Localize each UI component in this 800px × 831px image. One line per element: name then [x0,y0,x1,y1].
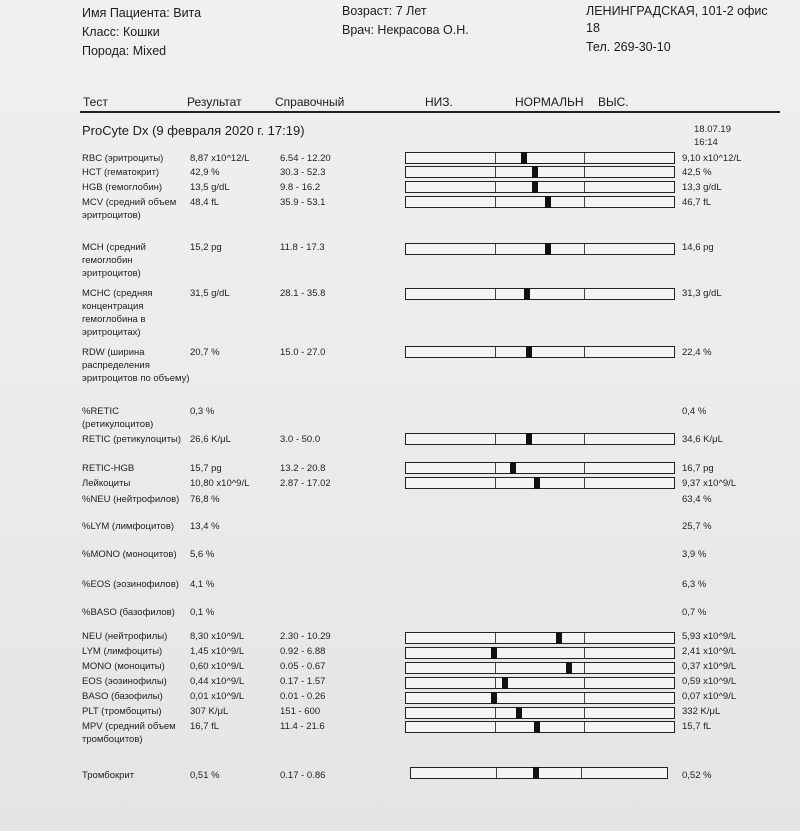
previous-result: 0,52 % [682,770,712,781]
previous-result: 15,7 fL [682,721,712,732]
test-name: PLT (тромбоциты) [82,706,162,717]
result-marker [534,721,540,733]
result-marker [566,662,572,674]
column-low: НИЗ. [425,95,453,109]
column-normal: НОРМАЛЬН [515,95,584,109]
range-indicator-bar [405,677,675,689]
reference-range: 15.0 - 27.0 [280,347,326,358]
test-result: 10,80 x10^9/L [190,478,250,489]
previous-result: 5,93 x10^9/L [682,631,737,642]
range-indicator-bar [405,721,675,733]
test-name: EOS (эозинофилы) [82,676,167,687]
reference-range: 0.17 - 0.86 [280,770,326,781]
reference-range: 30.3 - 52.3 [280,167,326,178]
test-name: %BASO (базофилов) [82,607,175,618]
previous-result: 46,7 fL [682,197,712,208]
test-name: RETIC-HGB [82,463,135,474]
previous-result: 31,3 g/dL [682,288,722,299]
test-result: 16,7 fL [190,721,220,732]
result-marker [533,767,539,779]
test-result: 307 K/μL [190,706,229,717]
range-indicator-bar [410,767,668,779]
test-result: 26,6 K/μL [190,434,231,445]
previous-result: 42,5 % [682,167,712,178]
test-result: 8,30 x10^9/L [190,631,245,642]
previous-result-time: 16:14 [694,137,718,148]
previous-result: 332 K/μL [682,706,721,717]
test-name: RETIC (ретикулоциты) [82,434,182,445]
previous-result: 63,4 % [682,494,712,505]
test-result: 13,4 % [190,521,220,532]
range-indicator-bar [405,166,675,178]
range-indicator-bar [405,662,675,674]
clinic-address-line1: ЛЕНИНГРАДСКАЯ, 101-2 офис [586,4,768,18]
test-result: 20,7 % [190,347,220,358]
test-name: BASO (базофилы) [82,691,163,702]
reference-range: 11.8 - 17.3 [280,242,325,253]
previous-result: 22,4 % [682,347,712,358]
test-result: 15,7 pg [190,463,222,474]
test-name: MPV (средний объем тромбоцитов) [82,721,176,745]
test-name: RDW (ширина распределения эритроцитов по объему) [82,347,190,384]
range-indicator-bar [405,433,675,445]
test-result: 0,60 x10^9/L [190,661,245,672]
range-indicator-bar [405,196,675,208]
result-marker [556,632,562,644]
test-result: 0,01 x10^9/L [190,691,245,702]
test-name: %NEU (нейтрофилов) [82,494,180,505]
result-marker [526,433,532,445]
test-name: MCHC (средняя концентрация гемоглобина в эритроцитах) [82,288,153,338]
test-name: Лейкоциты [82,478,131,489]
range-indicator-bar [405,707,675,719]
result-marker [491,692,497,704]
previous-result: 0,37 x10^9/L [682,661,737,672]
previous-result: 16,7 pg [682,463,714,474]
patient-name: Имя Пациента: Вита [82,6,202,20]
test-name: LYM (лимфоциты) [82,646,163,657]
result-marker [516,707,522,719]
result-marker [510,462,516,474]
patient-age: Возраст: 7 Лет [342,4,427,18]
clinic-address-line2: 18 [586,21,600,35]
result-marker [534,477,540,489]
test-result: 0,3 % [190,406,215,417]
test-name: %LYM (лимфоцитов) [82,521,175,532]
reference-range: 0.01 - 0.26 [280,691,326,702]
test-result: 1,45 x10^9/L [190,646,245,657]
column-high: ВЫС. [598,95,629,109]
reference-range: 35.9 - 53.1 [280,197,326,208]
clinic-phone: Тел. 269-30-10 [586,40,671,54]
test-result: 4,1 % [190,579,215,590]
doctor-name: Врач: Некрасова О.Н. [342,23,469,37]
result-marker [532,166,538,178]
range-indicator-bar [405,152,675,164]
range-indicator-bar [405,346,675,358]
range-indicator-bar [405,288,675,300]
reference-range: 0.92 - 6.88 [280,646,326,657]
test-name: RBC (эритроциты) [82,153,164,164]
previous-result: 0,4 % [682,406,707,417]
column-result: Результат [187,95,242,109]
result-marker [526,346,532,358]
reference-range: 2.87 - 17.02 [280,478,331,489]
test-name: %RETIC (ретикулоцитов) [82,406,154,430]
reference-range: 151 - 600 [280,706,321,717]
previous-result: 3,9 % [682,549,707,560]
previous-result: 9,37 x10^9/L [682,478,737,489]
test-name: %MONO (моноцитов) [82,549,177,560]
previous-result: 0,07 x10^9/L [682,691,737,702]
test-result: 15,2 pg [190,242,222,253]
test-result: 0,44 x10^9/L [190,676,245,687]
result-marker [502,677,508,689]
previous-result: 14,6 pg [682,242,714,253]
range-indicator-bar [405,647,675,659]
reference-range: 6.54 - 12.20 [280,153,331,164]
reference-range: 13.2 - 20.8 [280,463,326,474]
test-result: 8,87 x10^12/L [190,153,250,164]
range-indicator-bar [405,692,675,704]
reference-range: 11.4 - 21.6 [280,721,325,732]
test-name: MCH (средний гемоглобин эритроцитов) [82,242,146,279]
header-divider [80,111,780,113]
column-reference: Справочный [275,95,345,109]
test-name: %EOS (эозинофилов) [82,579,179,590]
previous-result: 34,6 K/μL [682,434,723,445]
previous-result: 0,7 % [682,607,707,618]
range-indicator-bar [405,632,675,644]
analyzer-section-title: ProCyte Dx (9 февраля 2020 г. 17:19) [82,123,305,138]
test-result: 13,5 g/dL [190,182,230,193]
result-marker [532,181,538,193]
test-result: 48,4 fL [190,197,220,208]
reference-range: 3.0 - 50.0 [280,434,321,445]
range-indicator-bar [405,181,675,193]
previous-result: 13,3 g/dL [682,182,722,193]
patient-breed: Порода: Mixed [82,44,167,58]
patient-class: Класс: Кошки [82,25,160,39]
test-name: MCV (средний объем эритроцитов) [82,197,177,221]
test-result: 76,8 % [190,494,220,505]
reference-range: 0.17 - 1.57 [280,676,326,687]
reference-range: 28.1 - 35.8 [280,288,326,299]
result-marker [524,288,530,300]
range-indicator-bar [405,462,675,474]
range-indicator-bar [405,243,675,255]
result-marker [521,152,527,164]
reference-range: 0.05 - 0.67 [280,661,326,672]
column-test: Тест [83,95,108,109]
previous-result: 0,59 x10^9/L [682,676,737,687]
range-indicator-bar [405,477,675,489]
test-name: HCT (гематокрит) [82,167,160,178]
previous-result: 9,10 x10^12/L [682,153,742,164]
reference-range: 9.8 - 16.2 [280,182,321,193]
test-result: 0,1 % [190,607,215,618]
previous-result-date: 18.07.19 [694,124,731,135]
previous-result: 25,7 % [682,521,712,532]
test-result: 42,9 % [190,167,220,178]
previous-result: 6,3 % [682,579,707,590]
test-name: HGB (гемоглобин) [82,182,163,193]
result-marker [545,243,551,255]
test-name: Тромбокрит [82,770,135,781]
result-marker [491,647,497,659]
test-result: 31,5 g/dL [190,288,230,299]
test-name: MONO (моноциты) [82,661,165,672]
test-name: NEU (нейтрофилы) [82,631,168,642]
result-marker [545,196,551,208]
test-result: 5,6 % [190,549,215,560]
previous-result: 2,41 x10^9/L [682,646,737,657]
reference-range: 2.30 - 10.29 [280,631,331,642]
test-result: 0,51 % [190,770,220,781]
